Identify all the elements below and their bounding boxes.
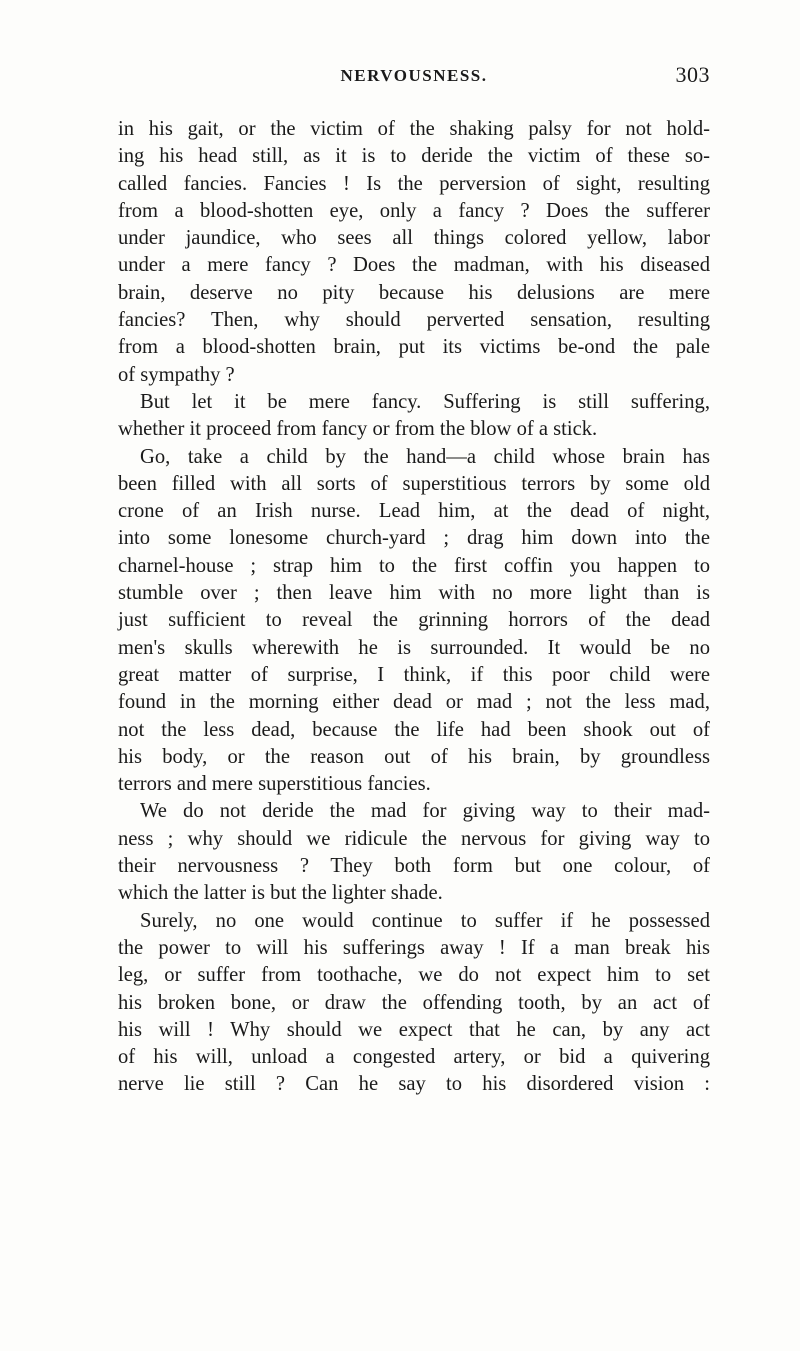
text-line: terrors and mere superstitious fancies. bbox=[118, 773, 431, 796]
text-line: the power to will his sufferings away ! If a man break his bbox=[118, 936, 710, 959]
text-line: brain, deserve no pity because his delusions are mere bbox=[118, 281, 710, 304]
text-line: found in the morning either dead or mad ; not the less mad, bbox=[118, 691, 710, 714]
text-line: charnel-house ; strap him to the first coffin you happen to bbox=[118, 554, 710, 577]
text-line: under jaundice, who sees all things colored yellow, labor bbox=[118, 227, 710, 250]
text-line: of his will, unload a congested artery, or bid a quivering bbox=[118, 1046, 710, 1069]
body-text bbox=[118, 116, 710, 1099]
text-line: which the latter is but the lighter shade. bbox=[118, 882, 443, 905]
text-line: just sufficient to reveal the grinning horrors of the dead bbox=[118, 609, 710, 632]
text-line: fancies? Then, why should perverted sensation, resulting bbox=[118, 309, 710, 332]
text-line: whether it proceed from fancy or from the blow of a stick. bbox=[118, 418, 598, 441]
text-line: into some lonesome church-yard ; drag him down into the bbox=[118, 527, 710, 550]
text-line: leg, or suffer from toothache, we do not expect him to set bbox=[118, 964, 710, 987]
text-line: Go, take a child by the hand—a child whose brain has bbox=[140, 445, 710, 468]
text-line: from a blood-shotten eye, only a fancy ? Does the sufferer bbox=[118, 199, 710, 222]
running-head bbox=[118, 62, 710, 92]
text-line: his will ! Why should we expect that he can, by any act bbox=[118, 1018, 710, 1041]
text-line: stumble over ; then leave him with no more light than is bbox=[118, 582, 710, 605]
text-line: nerve lie still ? Can he say to his disordered vision : bbox=[118, 1073, 710, 1096]
text-line: But let it be mere fancy. Suffering is still suffering, bbox=[140, 390, 710, 413]
text-line: his body, or the reason out of his brain, by groundless bbox=[118, 745, 710, 768]
text-line: crone of an Irish nurse. Lead him, at the dead of night, bbox=[118, 500, 710, 523]
text-line: We do not deride the mad for giving way to their mad- bbox=[140, 800, 710, 823]
text-line: ness ; why should we ridicule the nervous for giving way to bbox=[118, 827, 710, 850]
page-number: 303 bbox=[675, 62, 710, 87]
text-line: from a blood-shotten brain, put its victims be-ond the pale bbox=[118, 336, 710, 359]
text-line: men's skulls wherewith he is surrounded. It would be no bbox=[118, 636, 710, 659]
text-line: his broken bone, or draw the offending tooth, by an act of bbox=[118, 991, 710, 1014]
text-line: under a mere fancy ? Does the madman, with his diseased bbox=[118, 254, 710, 277]
text-line: not the less dead, because the life had been shook out of bbox=[118, 718, 710, 741]
text-line: Surely, no one would continue to suffer if he possessed bbox=[140, 909, 710, 932]
running-title: NERVOUSNESS. bbox=[340, 66, 488, 85]
text-line: called fancies. Fancies ! Is the perversion of sight, resulting bbox=[118, 172, 710, 195]
text-line: their nervousness ? They both form but one colour, of bbox=[118, 855, 710, 878]
text-line: been filled with all sorts of superstitious terrors by some old bbox=[118, 472, 710, 495]
text-line: in his gait, or the victim of the shaking palsy for not hold- bbox=[118, 118, 710, 140]
text-line: ing his head still, as it is to deride the victim of these so- bbox=[118, 145, 710, 168]
text-line: great matter of surprise, I think, if this poor child were bbox=[118, 663, 710, 686]
text-line: of sympathy ? bbox=[118, 363, 235, 386]
